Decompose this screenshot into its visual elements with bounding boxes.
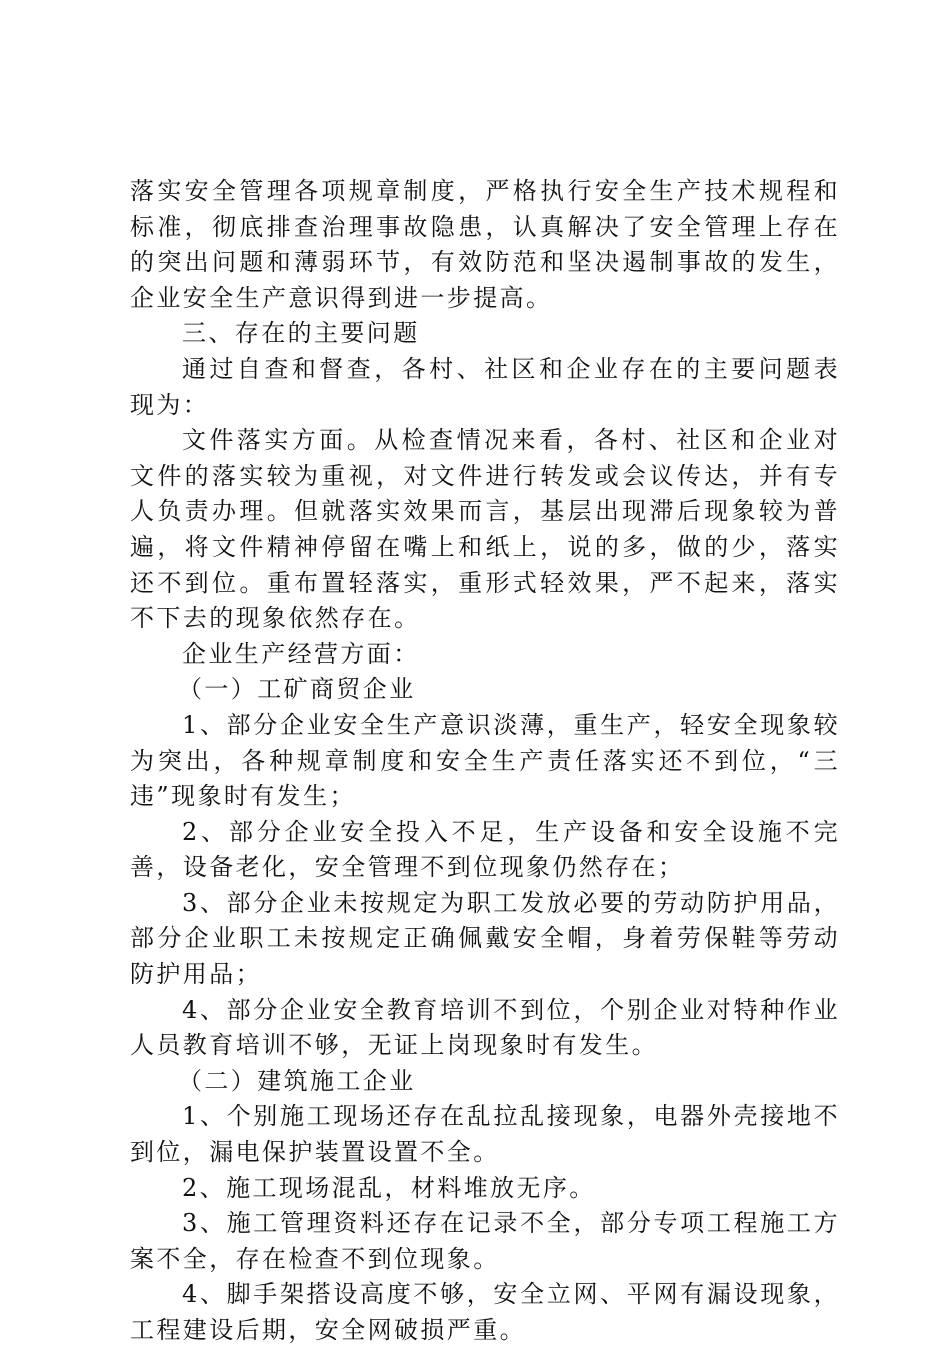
list-item-industrial-2: 2、部分企业安全投入不足，生产设备和安全设施不完善，设备老化，安全管理不到位现象仍然存在；: [130, 817, 840, 882]
paragraph-safety-management-summary: 落实安全管理各项规章制度，严格执行安全生产技术规程和标准，彻底排查治理事故隐患，认真解决了安全管理上存在的突出问题和薄弱环节，有效防范和坚决遏制事故的发生，企业安全生产意识得到进一步提高。: [130, 177, 840, 312]
paragraph-problems-intro: 通过自查和督查，各村、社区和企业存在的主要问题表现为：: [130, 354, 840, 419]
list-item-industrial-1: 1、部分企业安全生产意识淡薄，重生产，轻安全现象较为突出，各种规章制度和安全生产责任落实还不到位，“三违”现象时有发生；: [130, 710, 840, 811]
list-item-construction-2: 2、施工现场混乱，材料堆放无序。: [182, 1173, 596, 1202]
subheading-construction: （二）建筑施工企业: [178, 1066, 416, 1095]
subheading-industrial-commercial: （一）工矿商贸企业: [178, 675, 416, 704]
subheading-enterprise-operations: 企业生产经营方面：: [182, 639, 420, 668]
paragraph-document-implementation: 文件落实方面。从检查情况来看，各村、社区和企业对文件的落实较为重视，对文件进行转发或会议传达，并有专人负责办理。但就落实效果而言，基层出现滞后现象较为普遍，将文件精神停留在嘴上和纸上，说的多，做的少，落实还不到位。重布置轻落实，重形式轻效果，严不起来，落实不下去的现象依然存在。: [130, 426, 840, 633]
list-item-construction-4: 4、脚手架搭设高度不够，安全立网、平网有漏设现象，工程建设后期，安全网破损严重。: [130, 1280, 840, 1344]
list-item-industrial-3: 3、部分企业未按规定为职工发放必要的劳动防护用品，部分企业职工未按规定正确佩戴安全帽，身着劳保鞋等劳动防护用品；: [130, 888, 840, 989]
document-body: [130, 174, 840, 1349]
list-item-construction-3: 3、施工管理资料还存在记录不全，部分专项工程施工方案不全，存在检查不到位现象。: [130, 1209, 840, 1273]
list-item-construction-1: 1、个别施工现场还存在乱拉乱接现象，电器外壳接地不到位，漏电保护装置设置不全。: [130, 1102, 840, 1167]
list-item-industrial-4: 4、部分企业安全教育培训不到位，个别企业对特种作业人员教育培训不够，无证上岗现象时有发生。: [130, 995, 840, 1060]
section-heading-main-problems: 三、存在的主要问题: [182, 319, 420, 348]
